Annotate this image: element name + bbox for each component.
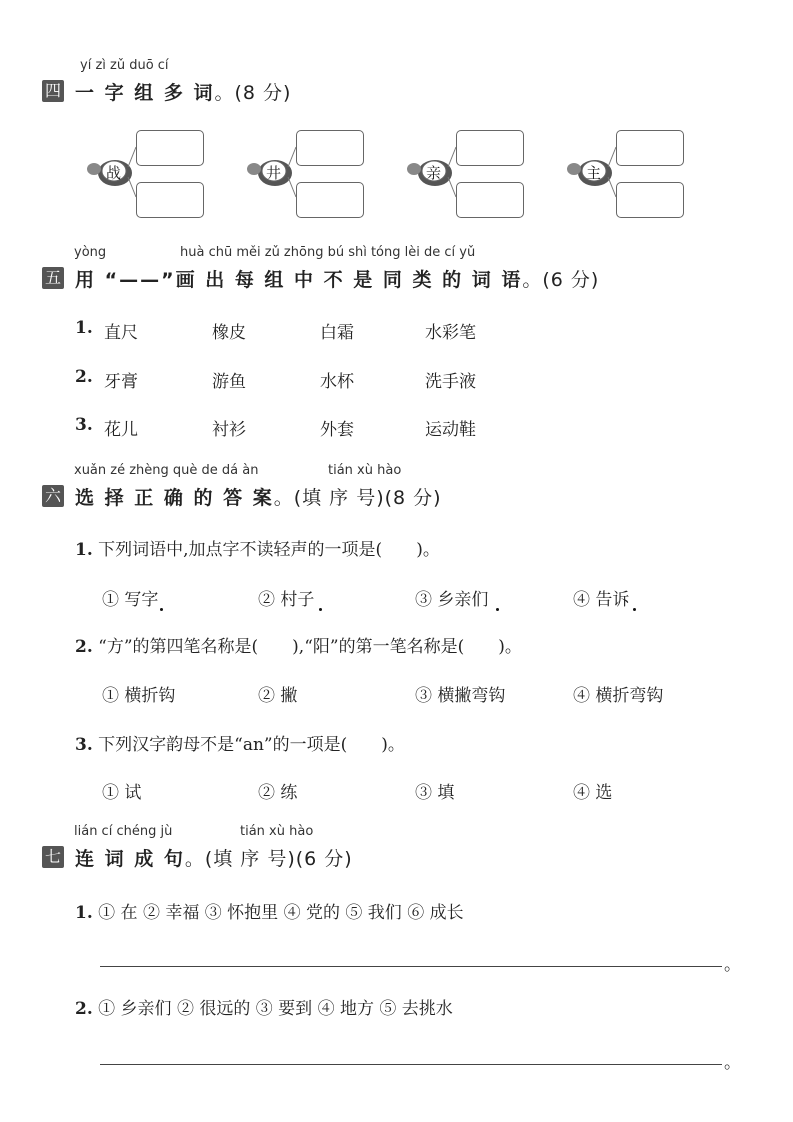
word[interactable]: 水彩笔 [425, 323, 476, 343]
option-2a[interactable]: ① 横折钩 [102, 686, 176, 706]
row-number: 2. [75, 367, 93, 387]
question-text: “方”的第四笔名称是( ),“阳”的第一笔名称是( )。 [98, 637, 522, 657]
option-2b[interactable]: ② 撇 [258, 686, 298, 706]
question-3 [75, 730, 405, 755]
section6-title-text: 选 择 正 确 的 答 案 [75, 487, 274, 509]
section5-pinyin-a: yòng [74, 245, 107, 260]
option-1d[interactable]: ④ 告诉 [573, 590, 630, 610]
answer-box-1a[interactable] [136, 130, 204, 166]
answer-box-4a[interactable] [616, 130, 684, 166]
answer-line-1[interactable] [100, 966, 722, 967]
section7-pinyin-a: lián cí chéng jù [74, 824, 173, 839]
turtle-char-3: 亲 [426, 164, 442, 182]
section5-badge: 五 [42, 267, 64, 289]
section6-pinyin-a: xuǎn zé zhèng què de dá àn [74, 463, 259, 478]
section4-pinyin: yí zì zǔ duō cí [80, 58, 169, 73]
turtle-char-1: 战 [106, 164, 122, 182]
section5-row-1 [75, 318, 93, 338]
option-3c[interactable]: ③ 填 [415, 783, 455, 803]
section5-title [75, 265, 599, 292]
section5-title-text: 用 “——”画 出 每 组 中 不 是 同 类 的 词 语 [75, 269, 523, 291]
answer-box-4b[interactable] [616, 182, 684, 218]
section7-title [75, 844, 353, 871]
section5-score: 。(6 分) [522, 269, 600, 291]
section6-badge: 六 [42, 485, 64, 507]
answer-box-3a[interactable] [456, 130, 524, 166]
answer-box-2b[interactable] [296, 182, 364, 218]
row-number: 3. [75, 415, 93, 435]
row-number: 1. [75, 318, 93, 338]
word[interactable]: 运动鞋 [425, 420, 476, 440]
option-1b[interactable]: ② 村子 [258, 590, 315, 610]
word[interactable]: 橡皮 [212, 323, 246, 343]
section6-pinyin-b: tián xù hào [328, 463, 402, 478]
section4-badge: 四 [42, 80, 64, 102]
section7-question-2 [75, 994, 453, 1019]
word[interactable]: 洗手液 [425, 372, 476, 392]
section5-row-2 [75, 367, 93, 387]
question-number: 1. [75, 903, 93, 923]
option-1c[interactable]: ③ 乡亲们 [415, 590, 489, 610]
section4-title [75, 78, 291, 105]
emphasis-dot [319, 608, 322, 611]
option-2d[interactable]: ④ 横折弯钩 [573, 686, 664, 706]
emphasis-dot [496, 608, 499, 611]
section5-row-3 [75, 415, 93, 435]
emphasis-dot [160, 608, 163, 611]
section5-pinyin-b: huà chū měi zǔ zhōng bú shì tóng lèi de cí yǔ [180, 245, 476, 260]
question-1 [75, 535, 440, 560]
option-3a[interactable]: ① 试 [102, 783, 142, 803]
option-1a[interactable]: ① 写字 [102, 590, 159, 610]
word[interactable]: 水杯 [320, 372, 354, 392]
answer-line-2[interactable] [100, 1064, 722, 1065]
section4-title-text: 一 字 组 多 词 [75, 82, 215, 104]
section7-pinyin-b: tián xù hào [240, 824, 314, 839]
section6-title [75, 483, 442, 510]
section6-score: 。(填 序 号)(8 分) [273, 487, 442, 509]
word[interactable]: 白霜 [320, 323, 354, 343]
question-text: ① 乡亲们 ② 很远的 ③ 要到 ④ 地方 ⑤ 去挑水 [98, 999, 453, 1019]
question-number: 2. [75, 637, 93, 657]
word[interactable]: 花儿 [104, 420, 138, 440]
answer-box-2a[interactable] [296, 130, 364, 166]
section4-score: 。(8 分) [214, 82, 292, 104]
word[interactable]: 外套 [320, 420, 354, 440]
section7-question-1 [75, 898, 464, 923]
question-text: 下列词语中,加点字不读轻声的一项是( )。 [98, 540, 440, 560]
option-3d[interactable]: ④ 选 [573, 783, 613, 803]
turtle-char-2: 井 [266, 164, 282, 182]
end-mark-1: 。 [724, 955, 741, 975]
question-text: 下列汉字韵母不是“an”的一项是( )。 [98, 735, 405, 755]
section7-score: 。(填 序 号)(6 分) [184, 848, 353, 870]
word[interactable]: 游鱼 [212, 372, 246, 392]
section7-badge: 七 [42, 846, 64, 868]
word[interactable]: 牙膏 [104, 372, 138, 392]
question-number: 2. [75, 999, 93, 1019]
answer-box-1b[interactable] [136, 182, 204, 218]
word[interactable]: 衬衫 [212, 420, 246, 440]
answer-box-3b[interactable] [456, 182, 524, 218]
question-number: 3. [75, 735, 93, 755]
emphasis-dot [633, 608, 636, 611]
question-2 [75, 632, 522, 657]
section7-title-text: 连 词 成 句 [75, 848, 185, 870]
option-2c[interactable]: ③ 横撇弯钩 [415, 686, 506, 706]
question-number: 1. [75, 540, 93, 560]
end-mark-2: 。 [724, 1053, 741, 1073]
question-text: ① 在 ② 幸福 ③ 怀抱里 ④ 党的 ⑤ 我们 ⑥ 成长 [98, 903, 464, 923]
turtle-char-4: 主 [586, 164, 602, 182]
option-3b[interactable]: ② 练 [258, 783, 298, 803]
word[interactable]: 直尺 [104, 323, 138, 343]
